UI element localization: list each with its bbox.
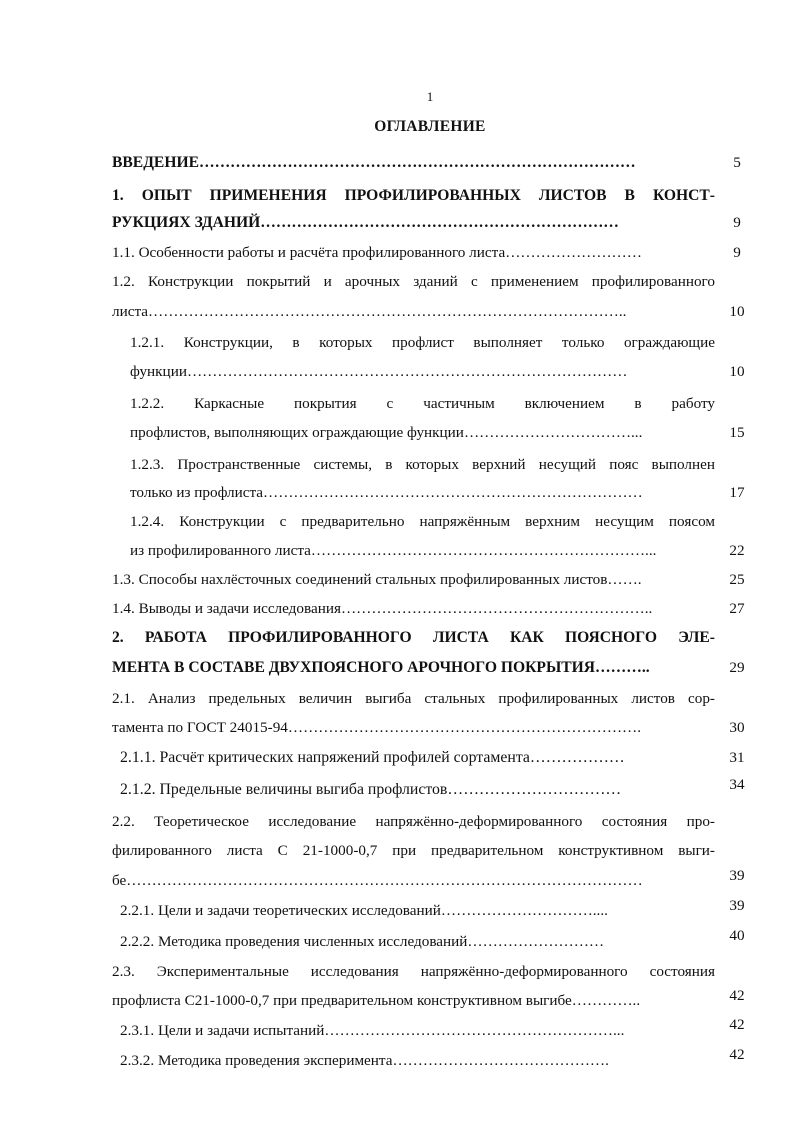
toc-entry-2-2-2: 2.2.2. Методика проведения численных исследований……………………… (120, 933, 605, 950)
toc-page-2-2-1: 39 (729, 897, 745, 914)
toc-entry-2-2-line-1: 2.2. Теоретическое исследование напряжённо-деформированного состояния про- (112, 813, 715, 830)
toc-entry-intro: ВВЕДЕНИЕ………………………………………………………………………… (112, 154, 636, 171)
toc-page-1-2: 10 (729, 303, 745, 320)
toc-entry-2-2-line-2: филированного листа С 21-1000-0,7 при предварительном конструктивном выги- (112, 842, 715, 859)
toc-entry-1-2-line-2: листа………………………………………………………………………………….. (112, 303, 627, 320)
toc-entry-2-3-1: 2.3.1. Цели и задачи испытаний…………………………………………………... (120, 1022, 625, 1039)
toc-page-1-4: 27 (729, 600, 745, 617)
toc-entry-2-3-2: 2.3.2. Методика проведения эксперимента……………………………………. (120, 1052, 609, 1069)
toc-entry-1-2-1-line-2: функции…………………………………………………………………………… (130, 363, 628, 380)
toc-page-chapter-1: 9 (733, 214, 741, 231)
toc-page-2-1-1: 31 (729, 749, 745, 766)
toc-page-1-2-2: 15 (729, 424, 745, 441)
toc-entry-1-2-4-line-2: из профилированного листа…………………………………………………………... (130, 542, 657, 559)
toc-entry-2-1-line-2: тамента по ГОСТ 24015-94……………………………………………………………. (112, 719, 642, 736)
toc-entry-1-2-2-line-2: профлистов, выполняющих ограждающие функции……………………………... (130, 424, 643, 441)
toc-page-2-2-2: 40 (729, 927, 745, 944)
toc-entry-1-2-3-line-2: только из профлиста………………………………………………………………… (130, 484, 643, 501)
toc-entry-2-2-line-3: бе………………………………………………………………………………………… (112, 872, 643, 889)
toc-page-2-3-1: 42 (729, 1016, 745, 1033)
toc-text: 1. ОПЫТ ПРИМЕНЕНИЯ ПРОФИЛИРОВАННЫХ ЛИСТОВ В КОНСТ- (112, 187, 715, 204)
toc-page-1-1: 9 (733, 244, 741, 261)
toc-entry-1-2-1-line-1: 1.2.1. Конструкции, в которых профлист выполняет только ограждающие (130, 334, 715, 351)
toc-entry-2-3-line-2: профлиста С21-1000-0,7 при предварительном конструктивном выгибе………….. (112, 992, 641, 1009)
toc-entry-1-2-2-line-1: 1.2.2. Каркасные покрытия с частичным включением в работу (130, 395, 715, 412)
toc-entry-chapter-2-line-2: МЕНТА В СОСТАВЕ ДВУХПОЯСНОГО АРОЧНОГО ПОКРЫТИЯ……….. (112, 659, 650, 676)
toc-entry-2-1-line-1: 2.1. Анализ предельных величин выгиба стальных профилированных листов сор- (112, 690, 715, 707)
toc-page-2-3: 42 (729, 987, 745, 1004)
toc-entry-chapter-1-line-1 (112, 186, 715, 206)
toc-page-1-2-1: 10 (729, 363, 745, 380)
toc-page-intro: 5 (733, 154, 741, 171)
toc-entry-2-3-line-1: 2.3. Экспериментальные исследования напряжённо-деформированного состояния (112, 963, 715, 980)
toc-page-chapter-2: 29 (729, 659, 745, 676)
toc-entry-2-2-1: 2.2.1. Цели и задачи теоретических исследований………………………….... (120, 902, 608, 919)
toc-entry-2-1-1: 2.1.1. Расчёт критических напряжений профилей сортамента……………… (120, 749, 625, 766)
page-title: ОГЛАВЛЕНИЕ (374, 118, 486, 135)
toc-entry-chapter-2-line-1: 2. РАБОТА ПРОФИЛИРОВАННОГО ЛИСТА КАК ПОЯСНОГО ЭЛЕ- (112, 629, 715, 646)
toc-entry-1-2-4-line-1: 1.2.4. Конструкции с предварительно напряжённым верхним несущим поясом (130, 513, 715, 530)
toc-entry-2-1-2: 2.1.2. Предельные величины выгиба профлистов…………………………… (120, 781, 622, 798)
toc-entry-1-2-line-1: 1.2. Конструкции покрытий и арочных зданий с применением профилированного (112, 273, 715, 290)
toc-page-2-3-2: 42 (729, 1046, 745, 1063)
toc-entry-1-1: 1.1. Особенности работы и расчёта профилированного листа……………………… (112, 244, 642, 261)
toc-entry-chapter-1-line-2: РУКЦИЯХ ЗДАНИЙ…………………………………………………………… (112, 214, 619, 231)
toc-page-1-2-4: 22 (729, 542, 745, 559)
toc-page-1-2-3: 17 (729, 484, 745, 501)
toc-page-2-2: 39 (729, 867, 745, 884)
toc-page-1-3: 25 (729, 571, 745, 588)
toc-page-2-1-2: 34 (729, 776, 745, 793)
page-number: 1 (426, 89, 434, 104)
toc-entry-1-4: 1.4. Выводы и задачи исследования…………………………………………………….. (112, 600, 653, 617)
toc-page-2-1: 30 (729, 719, 745, 736)
toc-entry-1-3: 1.3. Способы нахлёсточных соединений стальных профилированных листов……. (112, 571, 642, 588)
toc-entry-1-2-3-line-1: 1.2.3. Пространственные системы, в которых верхний несущий пояс выполнен (130, 456, 715, 473)
